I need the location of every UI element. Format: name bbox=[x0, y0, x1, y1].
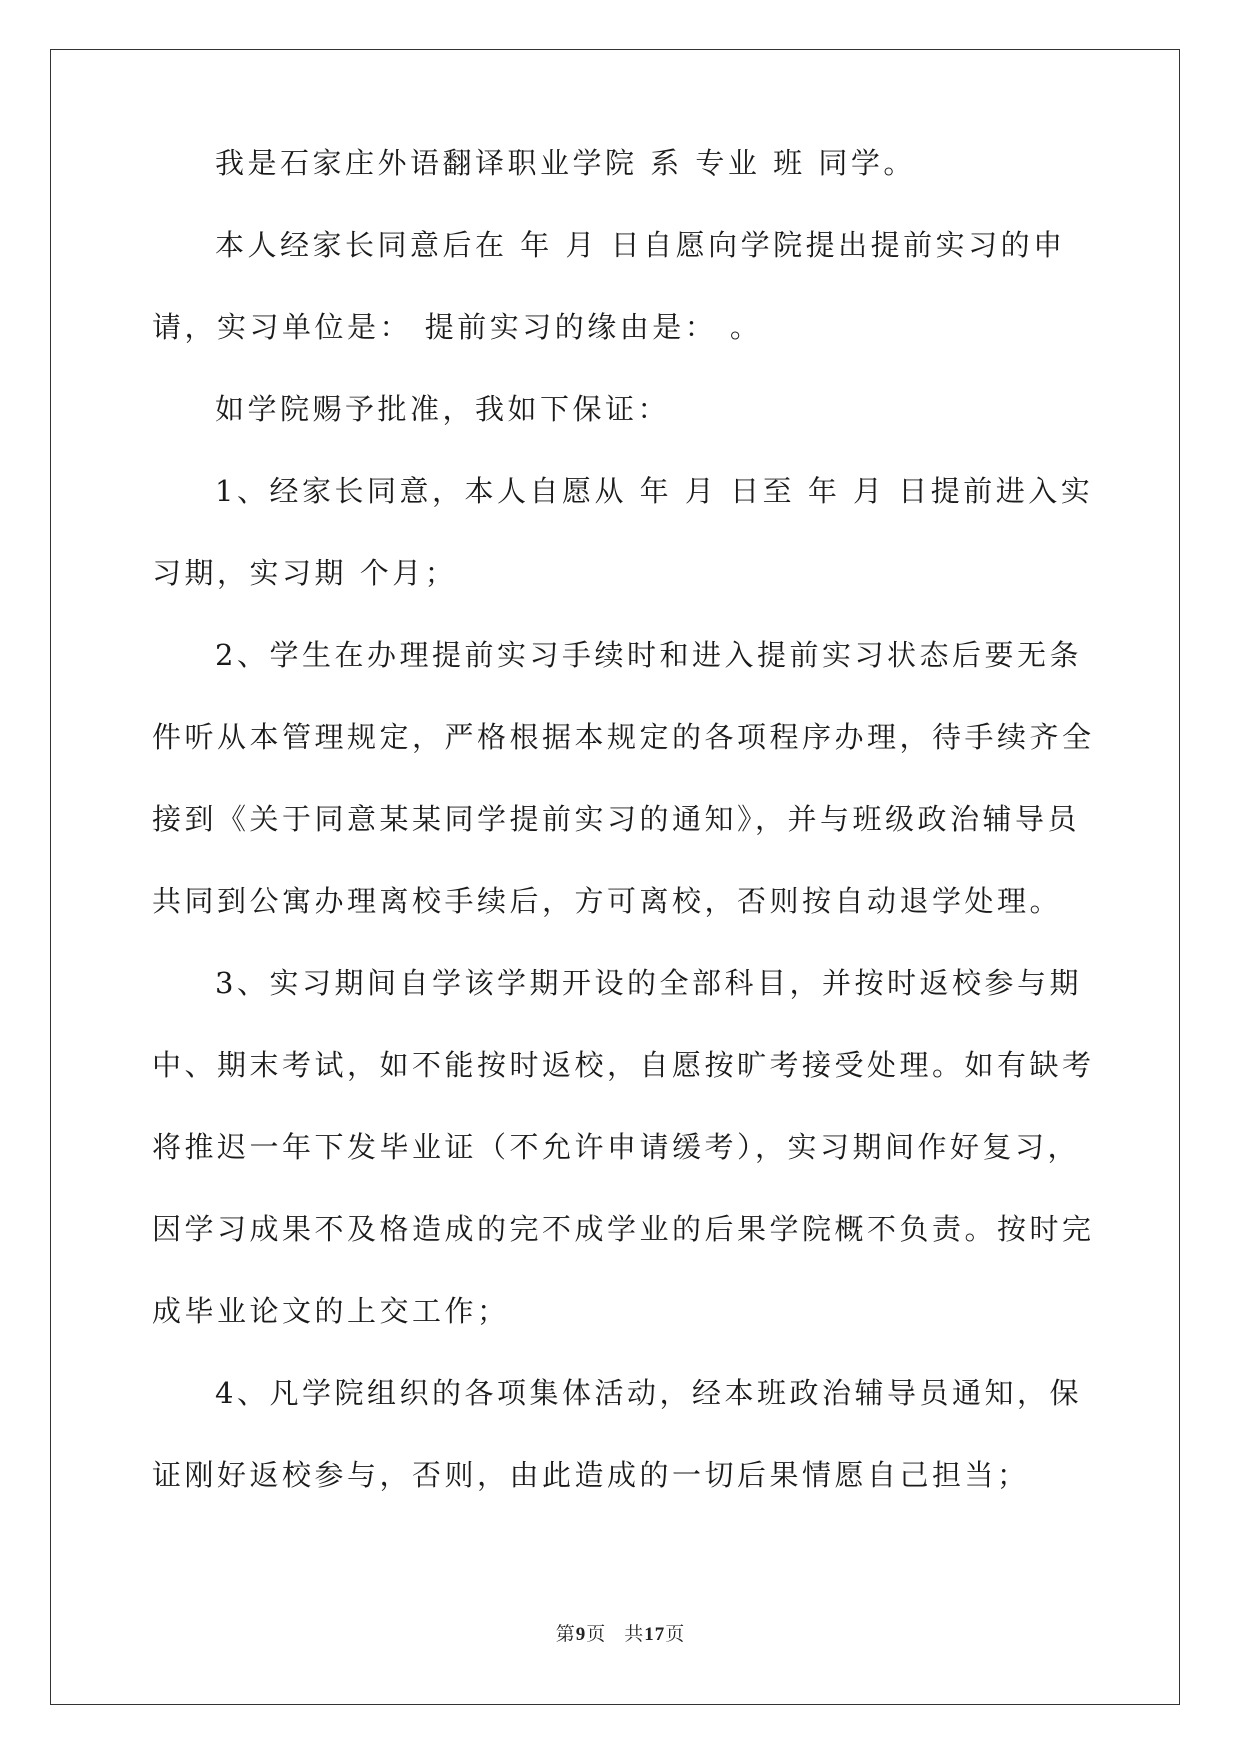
paragraph-item-3: 3、实习期间自学该学期开设的全部科目，并按时返校参与期中、期末考试，如不能按时返校，自愿按旷考接受处理。如有缺考将推迟一年下发毕业证（不允许申请缓考），实习期间作好复习，因学习成果不及格造成的完不成学业的后果学院概不负责。按时完成毕业论文的上交工作； bbox=[152, 966, 1095, 1328]
paragraph-item-4: 4、凡学院组织的各项集体活动，经本班政治辅导员通知，保证刚好返校参与，否则，由此造成的一切后果情愿自己担当； bbox=[152, 1376, 1082, 1492]
paragraph-guarantee-intro: 如学院赐予批准，我如下保证： bbox=[215, 392, 671, 426]
page-suffix: 页 bbox=[586, 1624, 607, 1645]
page-total-number: 17 bbox=[644, 1624, 666, 1645]
paragraph-item-1: 1、经家长同意，本人自愿从 年 月 日至 年 月 日提前进入实习期，实习期 个月； bbox=[152, 474, 1094, 590]
paragraph-identity: 我是石家庄外语翻译职业学院 系 专业 班 同学。 bbox=[215, 146, 916, 180]
document-body bbox=[152, 146, 1102, 1516]
page-footer bbox=[0, 1619, 1241, 1646]
paragraph-application: 本人经家长同意后在 年 月 日自愿向学院提出提前实习的申请，实习单位是： 提前实习的缘由是： 。 bbox=[152, 228, 1066, 344]
page-current-number: 9 bbox=[575, 1624, 587, 1645]
total-prefix: 共 bbox=[624, 1624, 645, 1645]
total-suffix: 页 bbox=[665, 1624, 686, 1645]
paragraph-item-2: 2、学生在办理提前实习手续时和进入提前实习状态后要无条件听从本管理规定，严格根据本规定的各项程序办理，待手续齐全接到《关于同意某某同学提前实习的通知》，并与班级政治辅导员共同到公寓办理离校手续后，方可离校，否则按自动退学处理。 bbox=[152, 638, 1095, 918]
page-prefix: 第 bbox=[555, 1624, 576, 1645]
